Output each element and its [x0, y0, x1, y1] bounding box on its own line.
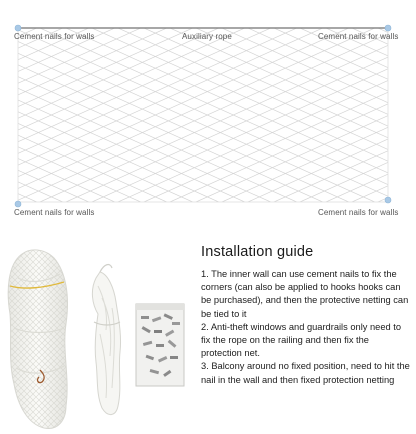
mesh-strand — [0, 28, 141, 202]
label-auxiliary-rope: Auxiliary rope — [182, 32, 232, 41]
mesh-strand — [326, 28, 416, 202]
mesh-strand — [404, 28, 416, 202]
label-top-right-nail: Cement nails for walls — [318, 32, 399, 41]
mesh-strand — [326, 28, 416, 202]
cement-nail-dot — [15, 201, 21, 207]
mesh-strand — [0, 28, 89, 202]
mesh-strand — [0, 28, 297, 202]
mesh-strand — [0, 28, 11, 202]
guide-step-2: 2. Anti-theft windows and guardrails only need to fix the rope on the railing and then fix the protection net. — [201, 321, 402, 359]
guide-step-3: 3. Balcony around no fixed position, need to hit the nail in the wall and then fixed protection netting — [201, 361, 410, 385]
cement-nail-dot — [15, 25, 21, 31]
net-mesh — [0, 28, 416, 202]
label-top-left-nail: Cement nails for walls — [14, 32, 95, 41]
guide-title: Installation guide — [201, 244, 314, 260]
mesh-strand — [0, 28, 89, 202]
mesh-strand — [222, 28, 416, 202]
rope-coil — [92, 265, 120, 415]
cement-nail-dot — [385, 25, 391, 31]
net-bundle — [8, 250, 67, 429]
mesh-strand — [0, 28, 141, 202]
mesh-strand — [404, 28, 416, 202]
mesh-strand — [0, 28, 11, 202]
mesh-strand — [0, 28, 297, 202]
label-bottom-right-nail: Cement nails for walls — [318, 208, 399, 217]
guide-step-1: 1. The inner wall can use cement nails to fix the corners (can also be applied to hooks hooks can be purchased), and then the protective netting can be tied to it — [201, 269, 409, 319]
cement-nail-dot — [385, 197, 391, 203]
product-illustration — [0, 238, 196, 434]
installation-guide — [201, 244, 411, 387]
mesh-strand — [118, 28, 416, 202]
mesh-strand — [0, 28, 193, 202]
mesh-strand — [0, 28, 193, 202]
mesh-strand — [0, 28, 349, 202]
mesh-strand — [274, 28, 416, 202]
product-photo — [0, 238, 196, 434]
mesh-strand — [222, 28, 416, 202]
mesh-strand — [118, 28, 416, 202]
label-bottom-left-nail: Cement nails for walls — [14, 208, 95, 217]
nail-bag — [136, 304, 184, 386]
mesh-strand — [274, 28, 416, 202]
mesh-strand — [0, 28, 349, 202]
